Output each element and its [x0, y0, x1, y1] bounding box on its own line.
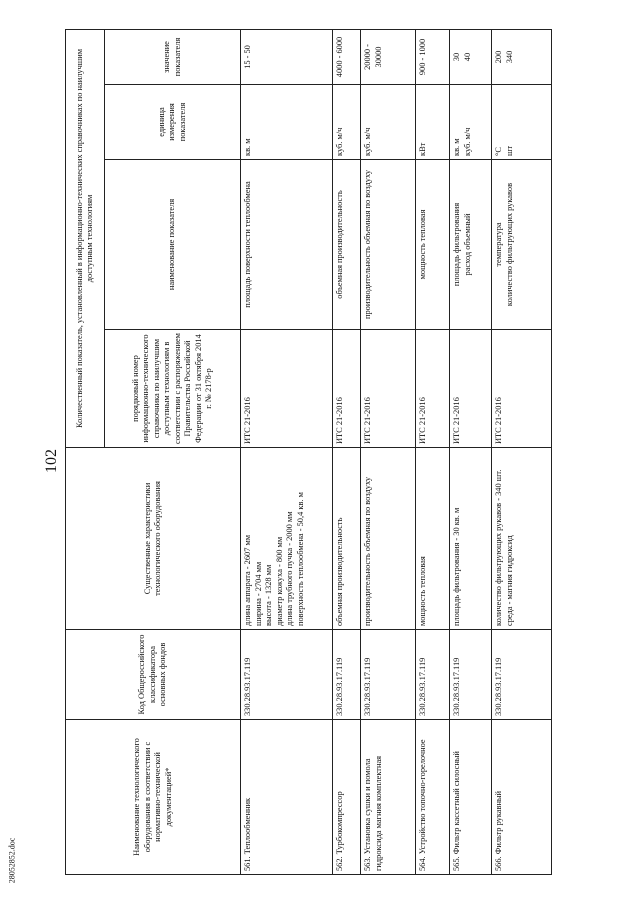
- unit-value: куб. м/ч: [363, 127, 372, 156]
- cell-indicator-name: [333, 160, 361, 330]
- indicator-value: 200: [494, 50, 503, 64]
- header-unit: единица измерения показателя: [105, 85, 241, 160]
- cell-value: [416, 29, 450, 84]
- unit-value: куб. м/ч: [462, 127, 472, 156]
- table-row: [333, 29, 361, 874]
- cell-characteristics: [450, 448, 492, 630]
- cell-equipment-name: [416, 720, 450, 875]
- cell-okof-code: [241, 630, 333, 720]
- okof-code: 330.28.93.17.119: [418, 657, 427, 716]
- cell-its-number: [241, 330, 333, 448]
- its-number: ИТС 21-2016: [418, 397, 427, 444]
- header-okof-code: Код Общероссийского классификатора основных фондов: [66, 630, 241, 720]
- equipment-name: Устройство топочно-горелочное: [418, 739, 427, 855]
- okof-code: 330.28.93.17.119: [363, 657, 372, 716]
- header-its-number: порядковый номер информационно-технического справочника по наилучшим доступным технологиям в соответствии с распоряжением Правительства Российской Федерации от 31 октября 2014 г. № 2178-р: [105, 330, 241, 448]
- indicator-value: 40: [462, 52, 472, 62]
- row-number: 566.: [494, 854, 503, 871]
- cell-characteristics: [492, 448, 552, 630]
- indicator-name: количество фильтрующих рукавов: [504, 182, 514, 307]
- indicator-value: 340: [504, 50, 514, 64]
- header-value: значение показателя: [105, 29, 241, 84]
- cell-indicator-name: [361, 160, 416, 330]
- indicator-name: площадь поверхности теплообмена: [243, 181, 252, 308]
- cell-okof-code: [416, 630, 450, 720]
- page-number: 102: [43, 449, 60, 473]
- characteristic-line: площадь фильтрования - 30 кв. м: [452, 507, 461, 626]
- cell-characteristics: [416, 448, 450, 630]
- cell-its-number: [361, 330, 416, 448]
- cell-indicator-name: [450, 160, 492, 330]
- header-indicator-group: Количественный показатель, установленный в информационно-технических справочниках по наилучшим доступным технологиям: [66, 29, 105, 447]
- cell-value: [492, 29, 552, 84]
- table-body: [241, 29, 552, 874]
- indicator-name: площадь фильтрования: [452, 202, 461, 287]
- cell-unit: [361, 85, 416, 160]
- indicator-name: мощность тепловая: [418, 209, 427, 280]
- okof-code: 330.28.93.17.119: [243, 657, 252, 716]
- characteristic-line: среда - магния гидроксид: [504, 535, 514, 626]
- file-name: 28052852.doc: [7, 837, 17, 884]
- equipment-name: Турбокомпрессор: [335, 791, 344, 855]
- cell-unit: [416, 85, 450, 160]
- its-number: ИТС 21-2016: [243, 397, 252, 444]
- cell-indicator-name: [492, 160, 552, 330]
- cell-characteristics: [361, 448, 416, 630]
- row-number: 561.: [243, 854, 252, 871]
- characteristic-line: диаметр кожуха - 800 мм: [274, 536, 284, 626]
- cell-value: [361, 29, 416, 84]
- indicator-value: 900 - 1000: [418, 38, 427, 76]
- cell-its-number: [416, 330, 450, 448]
- cell-unit: [450, 85, 492, 160]
- cell-indicator-name: [416, 160, 450, 330]
- its-number: ИТС 21-2016: [494, 397, 503, 444]
- header-indicator-name: наименование показателя: [105, 160, 241, 330]
- indicator-name: объемная производительность: [335, 190, 344, 299]
- table-row: [416, 29, 450, 874]
- rotated-table-container: [65, 30, 640, 875]
- unit-value: кв. м: [243, 138, 252, 156]
- characteristic-line: мощность тепловая: [418, 556, 427, 626]
- unit-value: кВт: [418, 142, 427, 156]
- cell-equipment-name: [361, 720, 416, 875]
- table-header: [66, 29, 241, 874]
- cell-equipment-name: [492, 720, 552, 875]
- cell-value: [333, 29, 361, 84]
- unit-value: °С: [494, 147, 503, 156]
- cell-equipment-name: [241, 720, 333, 875]
- cell-unit: [241, 85, 333, 160]
- equipment-name: Установка сушки и помола гидроксида магния комплектная: [363, 755, 383, 871]
- row-number: 563.: [363, 854, 372, 871]
- cell-okof-code: [333, 630, 361, 720]
- cell-equipment-name: [450, 720, 492, 875]
- header-characteristics: Существенные характеристики технологического оборудования: [66, 448, 241, 630]
- characteristic-line: длина аппарата - 2607 мм: [243, 534, 252, 626]
- cell-okof-code: [450, 630, 492, 720]
- row-number: 565.: [452, 854, 461, 871]
- cell-its-number: [492, 330, 552, 448]
- indicator-name: производительность объемная по воздуху: [363, 169, 372, 320]
- row-number: 564.: [418, 854, 427, 871]
- okof-code: 330.28.93.17.119: [335, 657, 344, 716]
- characteristic-line: количество фильтрующих рукавов - 340 шт.: [494, 469, 503, 626]
- characteristic-line: высота - 1328 мм: [264, 564, 273, 626]
- cell-value: [450, 29, 492, 84]
- indicator-value: 20000 - 30000: [363, 44, 383, 70]
- its-number: ИТС 21-2016: [363, 397, 372, 444]
- characteristic-line: длина трубного пучка - 2000 мм: [285, 511, 294, 626]
- characteristic-line: поверхность теплообмена - 50,4 кв. м: [295, 492, 305, 626]
- cell-unit: [333, 85, 361, 160]
- cell-okof-code: [361, 630, 416, 720]
- unit-value: шт: [504, 145, 514, 156]
- its-number: ИТС 21-2016: [452, 397, 461, 444]
- cell-characteristics: [333, 448, 361, 630]
- characteristic-line: производительность объемная по воздуху: [363, 476, 372, 626]
- equipment-name: Фильтр рукавный: [494, 790, 503, 855]
- its-number: ИТС 21-2016: [335, 397, 344, 444]
- table-row: [450, 29, 492, 874]
- unit-value: кв. м: [452, 138, 461, 156]
- unit-value: куб. м/ч: [335, 127, 344, 156]
- header-equipment-name: Наименование технологического оборудования в соответствии с нормативно-технической документацией*: [66, 720, 241, 875]
- cell-okof-code: [492, 630, 552, 720]
- equipment-name: Теплообменник: [243, 797, 252, 855]
- indicator-value: 15 - 50: [243, 45, 252, 69]
- table-row: [241, 29, 333, 874]
- indicator-name: расход объемный: [462, 213, 472, 276]
- cell-equipment-name: [333, 720, 361, 875]
- equipment-table: [65, 29, 552, 875]
- table-row: [361, 29, 416, 874]
- characteristic-line: ширина - 2704 мм: [253, 561, 263, 626]
- indicator-name: температура: [494, 222, 503, 267]
- cell-value: [241, 29, 333, 84]
- characteristic-line: объемная производительность: [335, 517, 344, 626]
- row-number: 562.: [335, 854, 344, 871]
- okof-code: 330.28.93.17.119: [452, 657, 461, 716]
- indicator-value: 30: [452, 52, 461, 62]
- cell-indicator-name: [241, 160, 333, 330]
- cell-unit: [492, 85, 552, 160]
- indicator-value: 4000 - 6000: [335, 36, 344, 78]
- table-row: [492, 29, 552, 874]
- cell-its-number: [450, 330, 492, 448]
- okof-code: 330.28.93.17.119: [494, 657, 503, 716]
- equipment-name: Фильтр кассетный силосный: [452, 751, 461, 855]
- cell-characteristics: [241, 448, 333, 630]
- cell-its-number: [333, 330, 361, 448]
